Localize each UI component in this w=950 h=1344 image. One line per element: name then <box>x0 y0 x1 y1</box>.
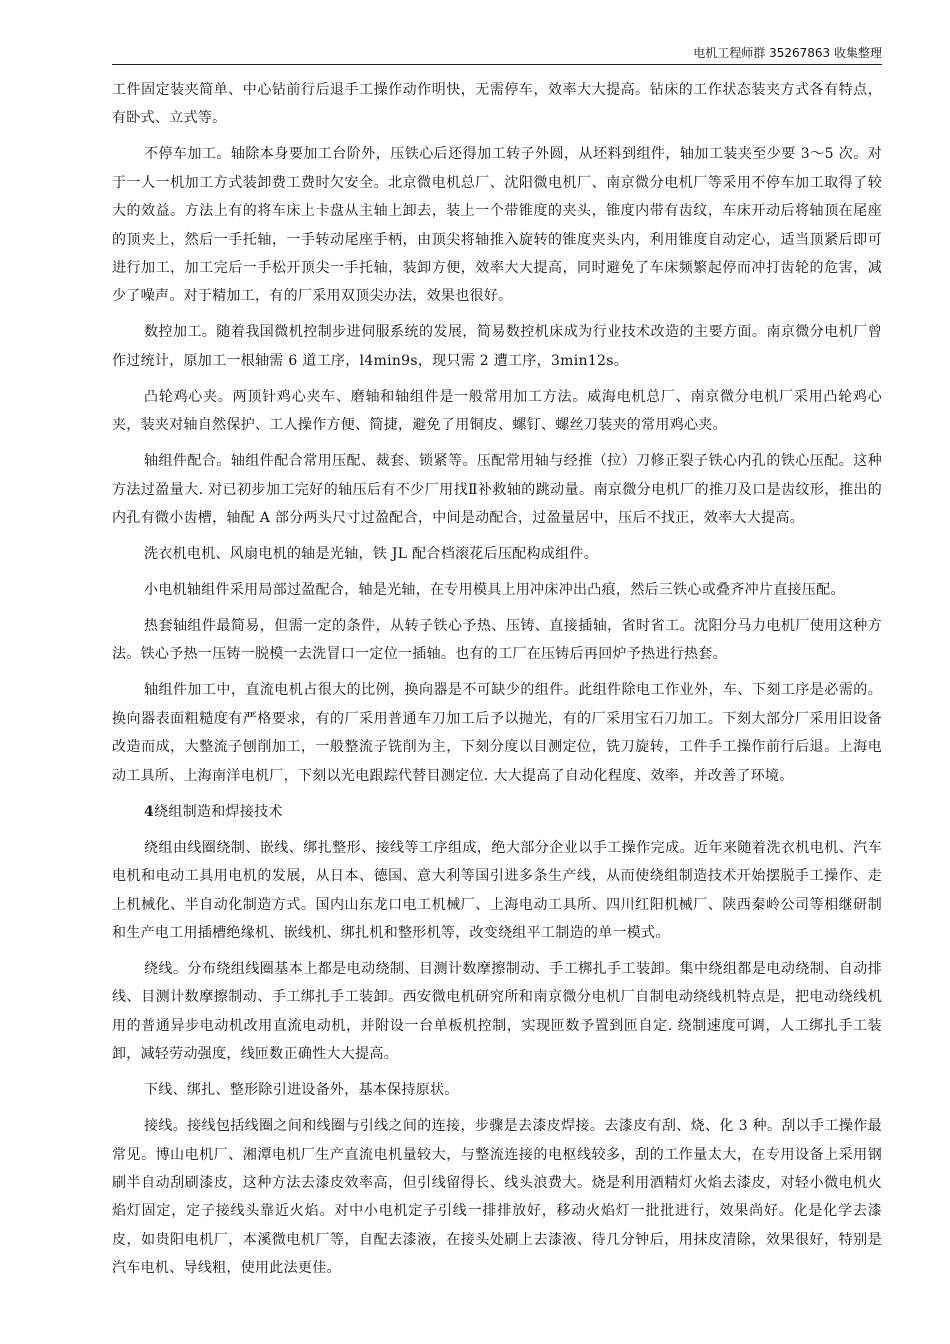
section-heading <box>112 798 882 826</box>
header-text: 电机工程师群 35267863 收集整理 <box>693 46 882 60</box>
section-number: 4 <box>144 803 155 820</box>
document-body <box>112 76 882 1290</box>
paragraph: 工件固定装夹简单、中心钻前行后退手工操作动作明快，无需停车，效率大大提高。钻床的工作状态装夹方式各有特点，有卧式、立式等。 <box>112 82 882 127</box>
paragraph: 凸轮鸡心夹。两顶针鸡心夹车、磨轴和轴组件是一般常用加工方法。威海电机总厂、南京微分电机厂采用凸轮鸡心夹，装夹对轴自然保护、工人操作方便、简捷，避免了用铜皮、螺钉、螺丝刀装夹的常用鸡心夹。 <box>112 388 882 434</box>
section-title: 绕组制造和焊接技术 <box>154 803 283 820</box>
paragraph: 轴组件加工中，直流电机占很大的比例，换向器是不可缺少的组件。此组件除电工作业外，车、下刻工序是必需的。换向器表面粗糙度有严格要求，有的厂采用普通车刀加工后予以抛光，有的厂采用宝石刀加工。下刻大部分厂采用旧设备改造而成，大整流子刨削加工，一般整流子铣削为主，下刻分度以目测定位，铣刀旋转，工件手工操作前行后退。上海电动工具所、上海南洋电机厂，下刻以光电跟踪代替目测定位. 大大提高了自动化程度、效率，并改善了环境。 <box>112 682 882 784</box>
paragraph: 小电机轴组件采用局部过盈配合，轴是光轴，在专用模具上用冲床冲出凸痕，然后三铁心或叠齐冲片直接压配。 <box>144 582 845 599</box>
page-header <box>112 44 882 65</box>
paragraph: 洗衣机电机、风扇电机的轴是光轴，铁 JL 配合档滚花后压配构成组件。 <box>144 546 599 563</box>
paragraph: 接线。接线包括线圈之间和线圈与引线之间的连接，步骤是去漆皮焊接。去漆皮有刮、烧、化 3 种。刮以手工操作最常见。博山电机厂、湘潭电机厂生产直流电机量较大，与整流连接的电枢线较多，刮的工作量太大，在专用设备上采用钢刷半自动刮刷漆皮，这种方法去漆皮效率高，但引线留得长、线头浪费大。烧是利用酒精灯火焰去漆皮，对轻小微电机火焰灯固定，定子接线头靠近火焰。对中小电机定子引线一排排放好，移动火焰灯一批批进行，效果尚好。化是化学去漆皮，如贵阳电机厂，本溪微电机厂等，自配去漆液，在接头处刷上去漆液、待几分钟后，用抹皮清除，效果很好，特别是汽车电机、导线粗，使用此法更佳。 <box>112 1118 882 1277</box>
paragraph: 热套轴组件最简易，但需一定的条件，从转子铁心予热、压铸、直接插轴，省时省工。沈阳分马力电机厂使用这种方法。铁心予热一压铸一脱模一去洗冒口一定位一插轴。也有的工厂在压铸后再回炉予热进行热套。 <box>112 618 882 663</box>
paragraph: 轴组件配合。轴组件配合常用压配、裁套、锁紧等。压配常用轴与经推（拉）刀修正裂子铁心内孔的铁心压配。这种方法过盈量大. 对已初步加工完好的轴压后有不少厂用找Ⅱ补救轴的跳动量。南京微分电机厂的推刀及口是齿纹形，推出的内孔有微小齿槽，轴配 A 部分两头尺寸过盈配合，中间是动配合，过盈量居中，压后不找正，效率大大提高。 <box>112 453 882 527</box>
paragraph: 绕线。分布绕组线圈基本上都是电动绕制、目测计数摩擦制动、手工梆扎手工装卸。集中绕组都是电动绕制、自动排线、目测计数摩擦制动、手工绑扎手工装卸。西安微电机研究所和南京微分电机厂自制电动绕线机特点是，把电动绕线机用的普通异步电动机改用直流电动机，并附设一台单板机控制，实现匝数予置到匝自定. 绕制速度可调，人工绑扎手工装卸，减轻劳动强度，线匝数正确性大大提高。 <box>112 960 882 1063</box>
paragraph: 数控加工。随着我国微机控制步进伺服系统的发展，简易数控机床成为行业技术改造的主要方面。南京微分电机厂曾作过统计，原加工一根轴需 6 道工序，l4min9s，现只需 2 遭工序，3min12s。 <box>112 324 882 369</box>
paragraph: 不停车加工。轴除本身要加工台阶外，压铁心后还得加工转子外圆，从坯料到组件，轴加工装夹至少要 3～5 次。对于一人一机加工方式装卸费工费时欠安全。北京微电机总厂、沈阳微电机厂、南京微分电机厂等采用不停车加工取得了较大的效益。方法上有的将车床上卡盘从主轴上卸去，装上一个带锥度的夹头，锥度内带有齿纹，车床开动后将轴顶在尾座的顶夹上，然后一手托轴，一手转动尾座手柄，由顶尖将轴推入旋转的锥度夹头内，利用锥度自动定心，适当顶紧后即可进行加工，加工完后一手松开顶尖一手托轴，装卸方便，效率大大提高，同时避免了车床频繁起停而冲打齿轮的危害，减少了噪声。对于精加工，有的厂采用双顶尖办法，效果也很好。 <box>112 146 882 305</box>
paragraph: 下线、绑扎、整形除引进设备外，基本保持原状。 <box>144 1082 459 1099</box>
paragraph: 绕组由线圈绕制、嵌线、绑扎整形、接线等工序组成，绝大部分企业以手工操作完成。近年来随着洗衣机电机、汽车电机和电动工具用电机的发展，从日本、德国、意大利等国引进多条生产线，从而使绕组制造技术开始摆脱手工操作、走上机械化、半自动化制造方式。国内山东龙口电工机械厂、上海电动工具所、四川红阳机械厂、陕西秦岭公司等相继研制和生产电工用插槽绝缘机、嵌线机、绑扎机和整形机等，改变绕组平工制造的单一模式。 <box>112 839 882 941</box>
